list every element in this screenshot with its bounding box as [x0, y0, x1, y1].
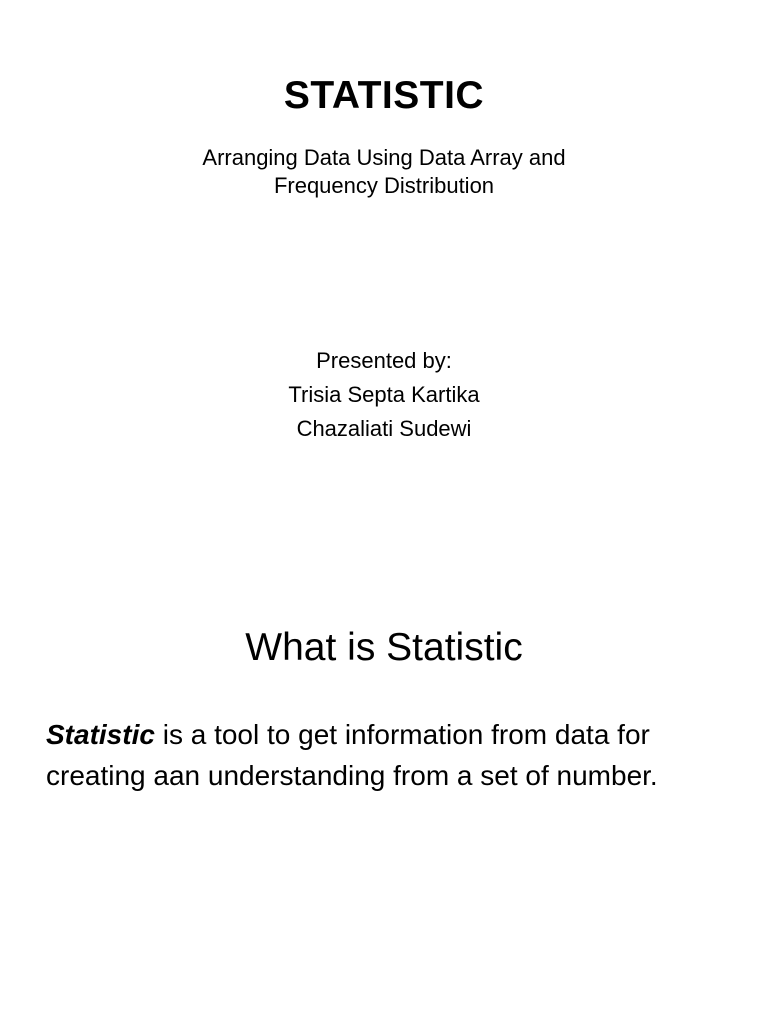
presenter-name: Chazaliati Sudewi — [296, 416, 472, 441]
subtitle — [0, 144, 768, 200]
definition-paragraph — [46, 714, 726, 796]
page-title: STATISTIC — [283, 74, 485, 117]
definition-text: is a tool to get information from data for creating aan understanding from a set of number. — [46, 719, 658, 791]
presented-by-label: Presented by: — [316, 348, 452, 373]
slide-definition — [0, 512, 768, 1024]
subtitle-line-2: Frequency Distribution — [273, 173, 495, 198]
definition-term: Statistic — [46, 719, 155, 750]
presenter-name: Trisia Septa Kartika — [288, 382, 480, 407]
slide-heading: What is Statistic — [245, 626, 523, 669]
subtitle-line-1: Arranging Data Using Data Array and — [202, 145, 566, 170]
presenters-block — [0, 344, 768, 446]
